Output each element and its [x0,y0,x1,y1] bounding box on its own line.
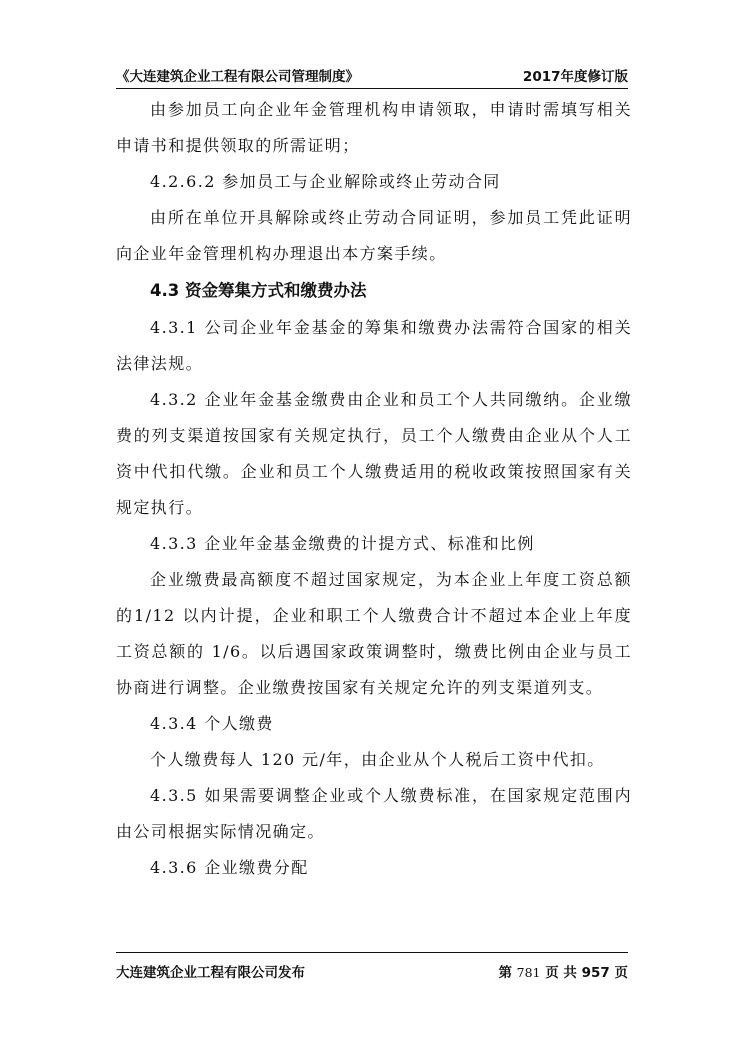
page-suffix: 页 [614,965,628,981]
subsection-heading: 4.3.3 企业年金基金缴费的计提方式、标准和比例 [150,534,535,553]
document-body [116,92,632,886]
subsection-heading: 4.3.4 个人缴费 [150,714,274,733]
paragraph: 企业缴费最高额度不超过国家规定，为本企业上年度工资总额的1/12 以内计提，企业和职工个人缴费合计不超过本企业上年度工资总额的 1/6。以后遇国家政策调整时，缴费比例由企业与员工协商进行调整。企业缴费按国家有关规定允许的列支渠道列支。 [116,570,632,697]
page-total: 957 [581,965,610,981]
paragraph: 4.3.5 如果需要调整企业或个人缴费标准，在国家规定范围内由公司根据实际情况确定。 [116,786,632,841]
page-number [498,961,628,981]
paragraph: 由参加员工向企业年金管理机构申请领取，申请时需填写相关申请书和提供领取的所需证明； [116,100,632,155]
paragraph: 4.3.2 企业年金基金缴费由企业和员工个人共同缴纳。企业缴费的列支渠道按国家有关规定执行，员工个人缴费由企业从个人工资中代扣代缴。企业和员工个人缴费适用的税收政策按照国家有关规定执行。 [116,390,632,517]
paragraph: 由所在单位开具解除或终止劳动合同证明，参加员工凭此证明向企业年金管理机构办理退出本方案手续。 [116,208,632,263]
publisher: 大连建筑企业工程有限公司发布 [116,965,305,981]
section-heading: 4.3 资金筹集方式和缴费办法 [150,281,367,300]
page-footer [116,952,628,979]
page-header [116,62,628,89]
paragraph: 个人缴费每人 120 元/年，由企业从个人税后工资中代扣。 [150,750,605,769]
subsection-heading: 4.2.6.2 参加员工与企业解除或终止劳动合同 [150,172,501,191]
paragraph: 4.3.1 公司企业年金基金的筹集和缴费办法需符合国家的相关法律法规。 [116,318,632,373]
page-prefix: 第 [498,965,512,981]
document-edition: 2017年度修订版 [522,69,628,85]
subsection-heading: 4.3.6 企业缴费分配 [150,858,309,877]
document-title: 《大连建筑企业工程有限公司管理制度》 [116,69,359,85]
page-middle: 页 共 [545,965,577,981]
page-current: 781 [516,965,541,980]
